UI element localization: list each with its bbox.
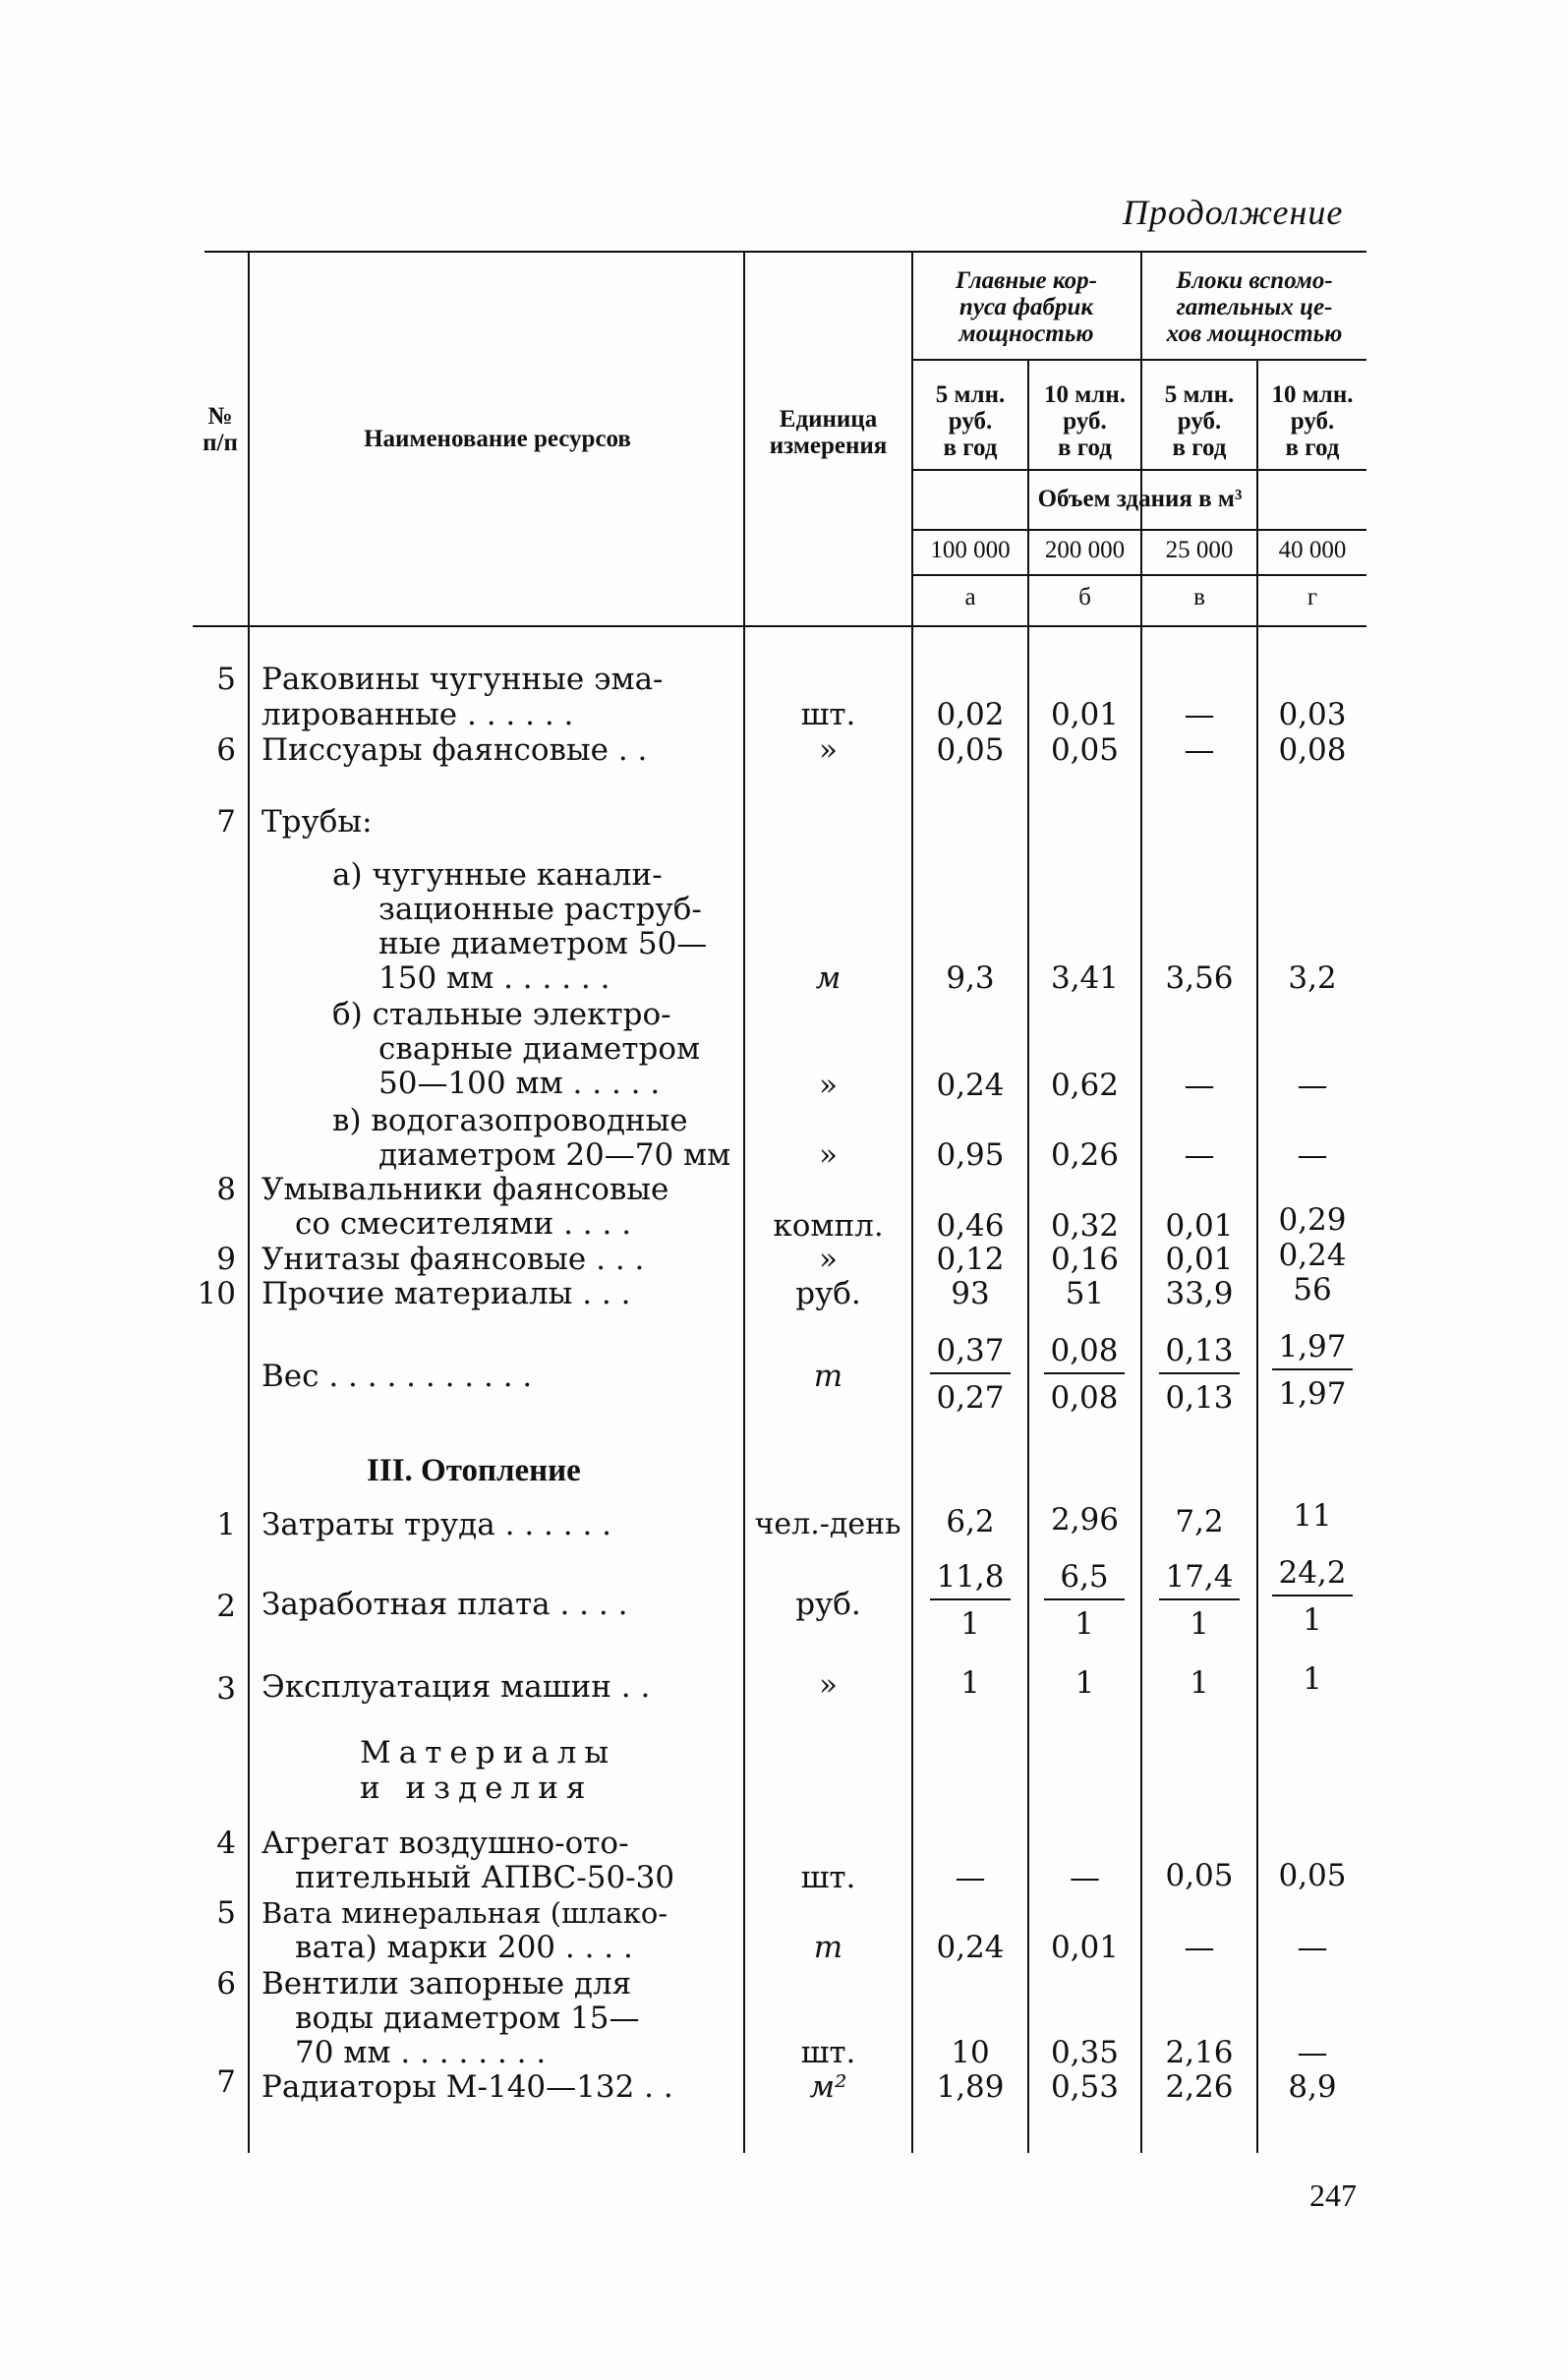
row-name: Умывальники фаянсовые xyxy=(261,1172,669,1207)
value-a: 0,95 xyxy=(936,1137,1005,1173)
value-a: 0,02 xyxy=(936,697,1005,732)
fraction-numerator: 0,13 xyxy=(1165,1333,1234,1368)
row-num: 3 xyxy=(216,1671,236,1707)
subsection-title: и изделия xyxy=(360,1770,594,1806)
row-name: воды диаметром 15— xyxy=(295,2001,640,2036)
row-name: б) стальные электро- xyxy=(332,997,671,1032)
row-num: 5 xyxy=(216,1895,236,1931)
row-unit: чел.-день xyxy=(754,1507,901,1541)
header-capacity-c: 5 млн. руб. в год xyxy=(1164,381,1235,461)
fraction-numerator: 11,8 xyxy=(936,1559,1005,1595)
row-name: Эксплуатация машин . . xyxy=(261,1669,651,1705)
value-b: 3,41 xyxy=(1050,960,1120,996)
row-name: сварные диаметром xyxy=(378,1031,701,1067)
row-unit: м² xyxy=(809,2069,847,2105)
row-name: Вата минеральная (шлако- xyxy=(261,1896,668,1930)
row-name: лированные . . . . . . xyxy=(261,697,574,732)
row-unit: шт. xyxy=(800,1860,856,1895)
fraction-numerator: 0,08 xyxy=(1050,1333,1119,1368)
row-num: 4 xyxy=(216,1826,236,1861)
row-name: Писсуары фаянсовые . . xyxy=(261,732,648,768)
value-d: — xyxy=(1297,2035,1328,2070)
header-volume: Объем здания в м³ xyxy=(1037,486,1243,512)
value-b: 0,62 xyxy=(1050,1068,1120,1103)
row-unit: » xyxy=(819,1137,838,1173)
value-c: — xyxy=(1184,697,1215,732)
row-name: Прочие материалы . . . xyxy=(261,1276,631,1311)
row-unit: м xyxy=(815,960,842,996)
value-a: — xyxy=(955,1860,986,1895)
value-d: 11 xyxy=(1293,1498,1332,1534)
header-capacity-a: 5 млн. руб. в год xyxy=(935,381,1006,461)
value-d: 8,9 xyxy=(1288,2069,1337,2105)
value-b: 0,01 xyxy=(1050,697,1120,732)
row-unit: руб. xyxy=(795,1276,861,1311)
row-name: 70 мм . . . . . . . . xyxy=(295,2035,547,2070)
value-b: 2,96 xyxy=(1050,1502,1120,1538)
row-unit: шт. xyxy=(800,2035,856,2070)
value-c: — xyxy=(1184,732,1215,768)
fraction-bar xyxy=(930,1372,1011,1374)
row-unit: » xyxy=(819,1667,838,1703)
row-name: Затраты труда . . . . . . xyxy=(261,1507,612,1542)
col-divider-num xyxy=(248,251,250,2153)
row-name: зационные раструб- xyxy=(378,892,702,927)
value-c: — xyxy=(1184,1137,1215,1173)
row-name: диаметром 20—70 мм xyxy=(378,1137,731,1173)
header-capacity-rule xyxy=(911,469,1366,471)
header-letter-d: г xyxy=(1307,584,1318,610)
row-unit: руб. xyxy=(795,1587,861,1622)
header-volume-a: 100 000 xyxy=(930,537,1011,563)
value-d: 3,2 xyxy=(1288,960,1337,996)
row-name: 50—100 мм . . . . . xyxy=(378,1066,661,1101)
header-group-main: Главные кор- пуса фабрик мощностью xyxy=(956,267,1097,347)
value-d: — xyxy=(1297,1068,1328,1103)
header-num: № п/п xyxy=(203,403,238,456)
value-b: 51 xyxy=(1065,1276,1105,1311)
value-d xyxy=(1272,1327,1353,1414)
value-b: 0,16 xyxy=(1050,1242,1120,1277)
value-b: 0,26 xyxy=(1050,1137,1120,1173)
row-num: 1 xyxy=(216,1507,236,1542)
value-c xyxy=(1159,1331,1240,1418)
row-num: 7 xyxy=(216,2064,236,2100)
value-c: 1 xyxy=(1190,1665,1209,1701)
section-title: III. Отопление xyxy=(367,1453,581,1488)
fraction-bar xyxy=(930,1598,1011,1600)
header-group-rule xyxy=(911,359,1366,361)
fraction-denominator: 1 xyxy=(960,1606,980,1642)
fraction-bar xyxy=(1272,1595,1353,1596)
fraction-numerator: 0,37 xyxy=(936,1333,1005,1368)
row-name: со смесителями . . . . xyxy=(295,1206,632,1242)
value-d: 1 xyxy=(1303,1661,1322,1697)
row-num: 9 xyxy=(216,1242,236,1277)
fraction-denominator: 0,13 xyxy=(1165,1380,1234,1416)
value-d xyxy=(1272,1553,1353,1640)
row-num: 5 xyxy=(216,662,236,697)
row-name: пительный АПВС-50-30 xyxy=(295,1860,675,1895)
fraction-numerator: 17,4 xyxy=(1165,1559,1234,1595)
value-c: 0,01 xyxy=(1165,1208,1234,1244)
row-unit: шт. xyxy=(800,697,856,732)
row-name: Вес . . . . . . . . . . . xyxy=(261,1359,533,1394)
row-name: Агрегат воздушно-ото- xyxy=(261,1826,629,1861)
fraction-denominator: 1 xyxy=(1303,1602,1322,1638)
value-a: 0,46 xyxy=(936,1208,1005,1244)
value-c: 2,26 xyxy=(1165,2069,1234,2105)
fraction-bar xyxy=(1159,1598,1240,1600)
value-c: 0,05 xyxy=(1165,1858,1234,1893)
fraction-bar xyxy=(1044,1598,1125,1600)
value-b: 0,05 xyxy=(1050,732,1120,768)
fraction-bar xyxy=(1044,1372,1125,1374)
header-unit: Единица измерения xyxy=(769,406,888,459)
row-name: 150 мм . . . . . . xyxy=(378,960,610,996)
row-num: 6 xyxy=(216,732,236,768)
fraction-bar xyxy=(1159,1372,1240,1374)
row-num: 2 xyxy=(216,1589,236,1624)
value-b: 0,35 xyxy=(1050,2035,1120,2070)
header-letter-a: а xyxy=(964,584,976,610)
value-a xyxy=(930,1557,1011,1644)
value-d: 0,24 xyxy=(1278,1238,1347,1273)
fraction-bar xyxy=(1272,1368,1353,1370)
row-unit: т xyxy=(813,1930,843,1965)
header-volume-b: 200 000 xyxy=(1044,537,1126,563)
value-a: 0,24 xyxy=(936,1930,1005,1965)
value-d: 0,08 xyxy=(1278,732,1347,768)
row-name: Заработная плата . . . . xyxy=(261,1587,628,1622)
fraction-numerator: 1,97 xyxy=(1278,1329,1347,1364)
value-b: 0,01 xyxy=(1050,1930,1120,1965)
row-name: ные диаметром 50— xyxy=(378,926,708,961)
header-bottom-rule xyxy=(193,625,1366,627)
fraction-denominator: 1 xyxy=(1190,1606,1209,1642)
value-c: 7,2 xyxy=(1175,1504,1224,1539)
row-num: 10 xyxy=(197,1276,236,1311)
value-c: — xyxy=(1184,1930,1215,1965)
row-num: 7 xyxy=(216,804,236,840)
header-group-aux: Блоки вспомо- гательных це- хов мощностью xyxy=(1166,267,1343,347)
row-name: Трубы: xyxy=(261,804,373,840)
row-name: вата) марки 200 . . . . xyxy=(295,1930,633,1965)
value-a: 0,12 xyxy=(936,1242,1005,1277)
fraction-numerator: 24,2 xyxy=(1278,1555,1347,1591)
value-a: 1 xyxy=(960,1665,980,1701)
value-b: — xyxy=(1070,1860,1100,1895)
header-letter-b: б xyxy=(1078,584,1091,610)
table-top-rule xyxy=(204,251,1366,253)
value-a: 93 xyxy=(951,1276,990,1311)
header-capacity-d: 10 млн. руб. в год xyxy=(1271,381,1354,461)
value-d: — xyxy=(1297,1137,1328,1173)
value-c: 0,01 xyxy=(1165,1242,1234,1277)
value-b: 1 xyxy=(1074,1665,1095,1701)
fraction-denominator: 0,08 xyxy=(1050,1380,1119,1416)
header-volume-d: 40 000 xyxy=(1278,537,1347,563)
row-num: 6 xyxy=(216,1966,236,2002)
value-c: 33,9 xyxy=(1165,1276,1234,1311)
value-a: 10 xyxy=(951,2035,990,2070)
row-name: а) чугунные канали- xyxy=(332,857,663,893)
value-a: 9,3 xyxy=(946,960,995,996)
header-volume-c: 25 000 xyxy=(1165,537,1234,563)
fraction-denominator: 0,27 xyxy=(936,1380,1005,1416)
value-a: 0,24 xyxy=(936,1068,1005,1103)
header-volume-rule xyxy=(911,529,1366,531)
value-a xyxy=(930,1331,1011,1418)
page-number: 247 xyxy=(1309,2177,1357,2213)
fraction-numerator: 6,5 xyxy=(1060,1559,1109,1595)
row-unit: т xyxy=(813,1359,843,1394)
header-letter-c: в xyxy=(1193,584,1205,610)
value-b xyxy=(1044,1557,1125,1644)
fraction-denominator: 1,97 xyxy=(1278,1376,1347,1412)
value-c: 3,56 xyxy=(1165,960,1234,996)
value-d: 0,05 xyxy=(1278,1858,1347,1893)
header-values-rule xyxy=(911,574,1366,576)
value-a: 1,89 xyxy=(936,2069,1005,2105)
fraction-denominator: 1 xyxy=(1074,1606,1094,1642)
value-d: 0,03 xyxy=(1278,697,1347,732)
row-name: Унитазы фаянсовые . . . xyxy=(261,1242,645,1277)
row-unit: » xyxy=(819,1068,838,1103)
row-name: Раковины чугунные эма- xyxy=(261,662,664,697)
row-num: 8 xyxy=(216,1172,236,1207)
value-c xyxy=(1159,1557,1240,1644)
value-c: — xyxy=(1184,1068,1215,1103)
value-a: 0,05 xyxy=(936,732,1005,768)
continuation-label: Продолжение xyxy=(1123,193,1344,232)
value-b xyxy=(1044,1331,1125,1418)
row-unit: » xyxy=(819,732,838,768)
value-d: 56 xyxy=(1293,1272,1332,1307)
value-b: 0,32 xyxy=(1050,1208,1120,1244)
row-unit: компл. xyxy=(773,1208,884,1244)
value-a: 6,2 xyxy=(946,1504,995,1539)
value-b: 0,53 xyxy=(1050,2069,1120,2105)
header-capacity-b: 10 млн. руб. в год xyxy=(1044,381,1126,461)
header-name: Наименование ресурсов xyxy=(364,426,631,452)
value-d: — xyxy=(1297,1930,1328,1965)
row-name: Вентили запорные для xyxy=(261,1966,632,2002)
value-d: 0,29 xyxy=(1278,1202,1347,1238)
row-name: в) водогазопроводные xyxy=(332,1103,688,1138)
subsection-title: Материалы xyxy=(360,1735,617,1770)
value-c: 2,16 xyxy=(1165,2035,1234,2070)
row-name: Радиаторы М-140—132 . . xyxy=(261,2069,673,2105)
row-unit: » xyxy=(819,1242,838,1277)
